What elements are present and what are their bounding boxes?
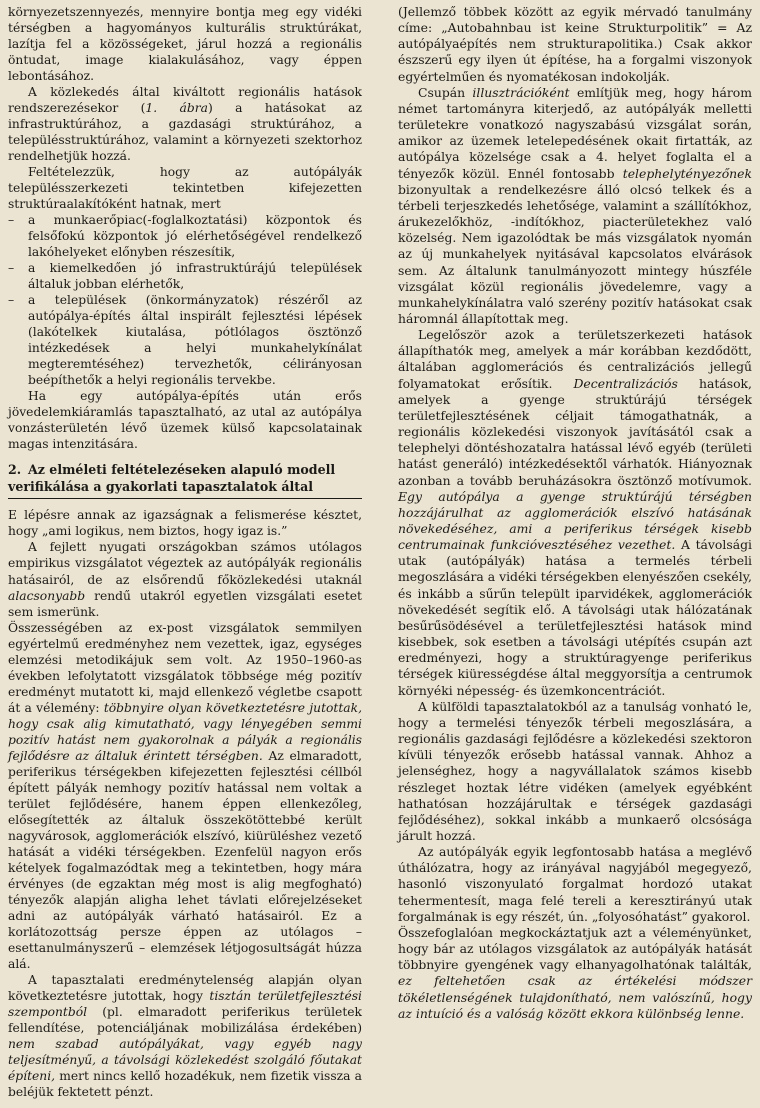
paragraph-text: rendű utakról egyetlen vizsgálati esetet sem ismerünk. xyxy=(8,588,362,619)
paragraph xyxy=(8,84,362,164)
emphasis: Decentralizációs xyxy=(573,375,678,391)
figure-reference: 1. ábra xyxy=(145,101,208,116)
paragraph-text: környezetszennyezés, mennyire bontja meg egy vidéki térségben a hagyományos kulturális struktúrákat, lazítja fel a közösségeket, járul hozzá a regionális öntudat, image kialakulásához, vagy éppen lebontásához. xyxy=(8,5,362,84)
paragraph-text: E lépésre annak az igazságnak a felismerése késztet, hogy „ami logikus, nem biztos, hogy igaz is.” xyxy=(8,508,362,539)
paragraph xyxy=(8,388,362,452)
emphasis: többnyire olyan következtetésre jutottak, hogy csak alig kimutatható, vagy lényegében semmi pozitív hatást nem gyakorolnak a pályák a regionális fejlődésre az általuk érintett térségben. xyxy=(8,700,362,763)
section-number: 2. xyxy=(8,462,22,478)
paragraph-text: A közlekedés által kiváltott regionális hatások rendszerezésekor ( xyxy=(8,85,362,116)
emphasis: Egy autópálya a gyenge struktúrájú térségben hozzájárulhat az agglomerációk elszívó hatásának növekedéséhez, ami a periferikus térségek kisebb centrumainak funkcióvesztéséhez vezethet. xyxy=(398,488,752,553)
emphasis: illusztrációként xyxy=(472,84,570,100)
paragraph-text: Ha egy autópálya-építés után erős jövedelemkiáramlás tapasztalható, az utal az autópálya vonzásterületén lévő üzemek külső kapcsolatainak magas intenzitására. xyxy=(8,389,362,452)
paragraph-text: mert nincs kellő hozadékuk, nem fizetik vissza a beléjük fektetett pénzt. xyxy=(8,1068,362,1099)
left-column xyxy=(8,4,362,1100)
paragraph-text: Összefoglalóan megkockáztatjuk azt a véleményünket, hogy bár az utólagos vizsgálatok az autópályák hatását többnyire gyengének vagy elhanyagolhatónak találták, xyxy=(398,924,752,973)
paragraph-text: Az autópályák egyik legfontosabb hatása a meglévő úthálózatra, hogy az irányával nagyjából megegyező, hasonló viszonyulató forgalmat hordozó utakat tehermentesít, maga felé tereli a keresztirányú utak forgalmának is egy részét, ún. „folyosóhatást” gyakorol. xyxy=(398,844,752,924)
list-item: – a települések (önkormányzatok) részéről az autópálya-építés által inspirált fejlesztési lépések (lakótelkek kiutalása, pótlólagos ösztönző intézkedések a helyi munkahelykínálat megteremtéséhez) tervezhetők, célirányosan beépíthetők a helyi regionális tervekbe. xyxy=(8,292,362,388)
paragraph-text: Az elmaradott, periferikus térségekben kifejezetten fejlesztési céllból épített pályák nemhogy pozitív hatással nem voltak a terület fejlődésére, hanem éppen ellenkezőleg, elősegítették az általuk összekötöttebbé került nagyvárosok, agglomerációk elszívó, kiürüléshez vezető hatását a vidéki térségekben. Ezenfelül nagyon erős kételyek fogalmazódtak meg a tekintetben, hogy mára érvényes (de egzaktan még most is alig megfogható) tényezők alapján aligha lehet távlati előrejelzéseket adni az autópályák várható hatásairól. Ez a korlátozottság persze éppen az utólagos – esettanulmányszerű – elemzések létjogosultságát húzza alá. xyxy=(8,748,362,971)
emphasis: tisztán területfejlesztési szempontból xyxy=(8,988,362,1019)
right-column xyxy=(398,4,752,1022)
paragraph-text: Csupán xyxy=(418,84,473,100)
paragraph-text: említjük meg, hogy három német tartományra kiterjedő, az autópályák melletti területekre vonatkozó nagyszabású vizsgálat során, amikor az üzemek letelepedésének okait firtatták, az autópálya közelsége csak a 4. helyet foglalta el a tényezők közül. Ennél fontosabb xyxy=(398,84,752,181)
paragraph-text: A távolsági utak (autópályák) hatása a termelés térbeli megoszlására a vidéki térségekben elenyészően csekély, és inkább a sűrűn települt iparvidékek, agglomerációk növekedését segítik elő. A távolsági utak hálózatának besűrűsödésével a területfejlesztési hatások mind kisebbek, sok esetben a távolsági utépítés csupán azt eredményezi, hogy a struktúragyenge periferikus térségek kiürességdése által meggyorsítja a centrumok környéki népesség- és üzemkoncentrációt. xyxy=(398,537,752,698)
section-heading xyxy=(8,462,362,499)
emphasis: alacsonyabb xyxy=(8,588,86,603)
paragraph xyxy=(398,85,752,327)
paragraph xyxy=(398,327,752,699)
paragraph xyxy=(398,4,752,85)
paragraph-text: ) a hatásokat az infrastruktúrához, a gazdasági struktúrához, a településstruktúrához, valamint a környezeti szektorhoz rendelhetjük hozzá. xyxy=(8,101,362,164)
paragraph-text: hatások, amelyek a gyenge struktúrájú térségek területfejlesztésének céljait támogathatnák, a regionális közlekedési viszonyok javításától csak a telephelyi döntéshozatalra hatással lévő egyéb (területi hatást generáló) intézkedésektől várhatók. Hiányoznak azonban a tovább beruházásokra ösztönző motívumok. xyxy=(398,375,752,488)
paragraph xyxy=(8,4,362,84)
paragraph xyxy=(8,620,362,972)
paragraph xyxy=(8,507,362,539)
paragraph-text: bizonyultak a rendelkezésre álló olcsó telkek és a térbeli terjeszkedés lehetősége, valamint a szállítókhoz, árukezelőkhöz, -indítókhoz, piacterületekhez való közelség. Nem igazolódtak be más vizsgálatok nyomán az új munkahelyek nyitásával kapcsolatos elvárások sem. Az általunk tanulmányozott mintegy húszféle vizsgálat közül regionális jövedelemre, vagy a munkahelykínálatra való szerény pozitív hatásokat csak háromnál állapítottak meg. xyxy=(398,181,752,326)
paragraph xyxy=(398,925,752,1022)
list-item: – a kiemelkedően jó infrastruktúrájú települések általuk jobban elérhetők, xyxy=(8,260,362,292)
paragraph-text: A tapasztalati eredménytelenség alapján olyan következtetésre jutottak, hogy xyxy=(8,972,362,1003)
paragraph-text: Összességében az ex-post vizsgálatok semmilyen egyértelmű eredményhez nem vezettek, igaz, egységes elemzési metodikájuk sem volt. Az 1950–1960-as években lefolytatott vizsgálatok többsége még pozitív eredményt mutatott ki, majd ellenkező végletbe csapott át a vélemény: xyxy=(8,620,362,715)
paragraph xyxy=(8,972,362,1100)
paragraph xyxy=(398,844,752,925)
paragraph-text: Feltételezzük, hogy az autópályák településszerkezeti tekintetben kifejezetten struktúraalakítóként hatnak, mert xyxy=(8,165,362,212)
section-title: Az elméleti feltételezéseken alapuló modell verifikálása a gyakorlati tapasztalatok által xyxy=(8,462,336,494)
reasons-list xyxy=(8,212,362,388)
paragraph-text: A külföldi tapasztalatokból az a tanulság vonható le, hogy a termelési tényezők térbeli megoszlására, a regionális gazdasági fejlődésre a közlekedési szektoron kívüli tényezők erősebb hatással vannak. Ahhoz a jelenséghez, hogy a nagyvállalatok számos kisebb részleget hoztak létre vidéken (amelyek egyébként hathatósan hozzájárultak e térségek gazdasági fejlődéséhez), sokkal inkább a munkaerő olcsósága járult hozzá. xyxy=(398,698,752,843)
paragraph xyxy=(8,539,362,619)
emphasis: telephelytényezőnek xyxy=(622,165,752,181)
paragraph-text: (Jellemző többek között az egyik mérvadó tanulmány címe: „Autobahnbau ist keine Strukturpolitik” = Az autópályaépítés nem strukturapolitika.) Csak akkor észszerű egy ilyen út építése, ha a forgalmi viszonyok egyértelműen és nyomatékosan indokolják. xyxy=(398,4,752,84)
emphasis: ez feltehetően csak az értékelési módszer tökéletlenségének tulajdonítható, nem valószínű, hogy az intuíció és a valóság között ekkora különbség lenne. xyxy=(398,973,752,1021)
paragraph-text: Legelőször azok a területszerkezeti hatások állapíthatók meg, amelyek a már korábban kezdődött, általában agglomerációs és centralizációs jellegű folyamatokat erősítik. xyxy=(398,327,752,391)
list-item: – a munkaerőpiac(-foglalkoztatási) központok és felsőfokú központok jó elérhetőségével rendelkező lakóhelyeket előnyben részesítik, xyxy=(8,212,362,260)
emphasis: nem szabad autópályákat, vagy egyéb nagy teljesítményű, a távolsági közlekedést szolgáló főutakat építeni, xyxy=(8,1036,362,1083)
paragraph-text: (pl. elmaradott periferikus területek fellendítése, potenciáljának mobilizálása érdekében) xyxy=(8,1004,362,1035)
paragraph xyxy=(8,164,362,212)
paragraph xyxy=(398,699,752,844)
paragraph-text: A fejlett nyugati országokban számos utólagos empirikus vizsgálatot végeztek az autópályák regionális hatásairól, de az elsőrendű főközlekedési utaknál xyxy=(8,540,362,587)
